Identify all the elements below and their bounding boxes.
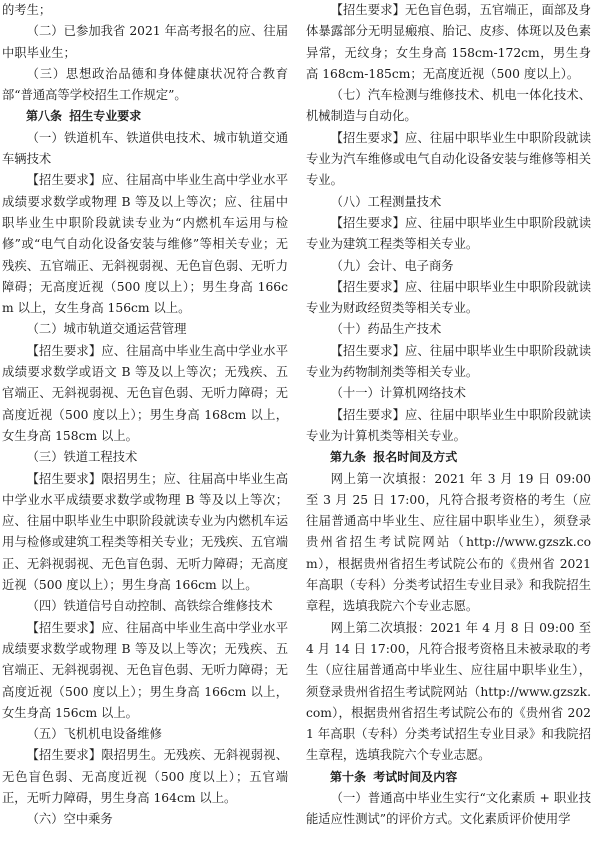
paragraph: 网上第一次填报：2021 年 3 月 19 日 09:00 至 3 月 25 日 17:00，凡符合报考资格的考生（应往届普通高中毕业生、应往届中职毕业生），须登录贵州省招生考试院网站（http://www.gzszk.com），根据贵州省招生考试院公布的《贵州省 2021 年高职（专科）分类考试招生专业目录》和我院招生章程，选填我院六个专业志愿。 <box>306 471 591 614</box>
paragraph: 【招生要求】应、往届中职毕业生中职阶段就读专业为药物制剂类等相关专业。 <box>306 343 591 380</box>
paragraph: （三）铁道工程技术 <box>26 450 138 465</box>
paragraph: 【招生要求】限招男生。无残疾、无斜视弱视、无色盲色弱、无高度近视（500 度以上）；五官端正，无听力障碍，男生身高 164cm 以上。 <box>2 748 288 805</box>
paragraph: 【招生要求】应、往届高中毕业生高中学业水平成绩要求数学或物理 B 等及以上等次；应、往届中职毕业生中职阶段就读专业为“内燃机车运用与检修”或“电气自动化设备安装与维修”等相关专业；无残疾、五官端正、无斜视弱视、无色盲色弱、无听力障碍；无高度近视（500 度以上）；男生身高 166cm 以上，女生身高 156cm 以上。 <box>2 173 288 316</box>
paragraph: 【招生要求】应、往届高中毕业生高中学业水平成绩要求数学或物理 B 等及以上等次；无残疾、五官端正、无斜视弱视、无色盲色弱、无听力障碍；无高度近视（500 度以上）；男生身高 166cm 以上，女生身高 156cm 以上。 <box>2 620 288 720</box>
article-title: 报名时间及方式 <box>373 450 458 465</box>
paragraph: （六）空中乘务 <box>26 812 113 827</box>
paragraph: （二）已参加我省 2021 年高考报名的应、往届中职毕业生； <box>2 24 288 60</box>
paragraph: 【招生要求】应、往届中职毕业生中职阶段就读专业为汽车维修或电气自动化设备安装与维修等相关专业。 <box>306 130 591 188</box>
article-title: 考试时间及内容 <box>373 769 458 784</box>
article-heading <box>2 106 288 127</box>
paragraph: 【招生要求】应、往届中职毕业生中职阶段就读专业为财政经贸类等相关专业。 <box>306 279 591 316</box>
paragraph: （五）飞机机电设备维修 <box>26 727 162 742</box>
article-number: 第八条 <box>26 109 63 124</box>
paragraph: 的考生； <box>2 3 52 17</box>
paragraph: 【招生要求】无色盲色弱，五官端正，面部及身体暴露部分无明显瘢痕、胎记、皮疹、体斑以及色素异常，无纹身；女生身高 158cm-172cm，男生身高 168cm-185cm；无高度近视（500 度以上）。 <box>306 3 591 81</box>
paragraph: 网上第二次填报：2021 年 4 月 8 日 09:00 至 4 月 14 日 17:00，凡符合报考资格且未被录取的考生（应往届普通高中毕业生、应往届中职毕业生），须登录贵州省招生考试院网站（http://www.gzszk.com），根据贵州省招生考试院公布的《贵州省 2021 年高职（专科）分类考试招生专业目录》和我院招生章程，选填我院六个专业志愿。 <box>306 620 591 763</box>
paragraph: 【招生要求】应、往届中职毕业生中职阶段就读专业为建筑工程类等相关专业。 <box>306 215 591 252</box>
paragraph: （八）工程测量技术 <box>330 194 442 209</box>
paragraph: 【招生要求】应、往届高中毕业生高中学业水平成绩要求数学或语文 B 等及以上等次；无残疾、五官端正、无斜视弱视、无色盲色弱、无听力障碍；无高度近视（500 度以上）；男生身高 168cm 以上，女生身高 158cm 以上。 <box>2 343 288 443</box>
paragraph: （九）会计、电子商务 <box>330 258 454 273</box>
article-title: 招生专业要求 <box>69 109 142 124</box>
paragraph: （十一）计算机网络技术 <box>330 386 466 401</box>
paragraph: （一）铁道机车、铁道供电技术、城市轨道交通车辆技术 <box>2 130 288 167</box>
article-heading <box>306 767 591 788</box>
paragraph: 【招生要求】应、往届中职毕业生中职阶段就读专业为计算机类等相关专业。 <box>306 407 591 443</box>
article-heading <box>306 447 591 468</box>
paragraph: （一）普通高中毕业生实行“文化素质 + 职业技能适应性测试”的评价方式。文化素质评价使用学 <box>306 790 591 827</box>
paragraph: （四）铁道信号自动控制、高铁综合维修技术 <box>26 599 273 614</box>
article-number: 第九条 <box>330 450 367 465</box>
right-column <box>306 0 591 831</box>
paragraph: （三）思想政治品德和身体健康状况符合教育部“普通高等学校招生工作规定”。 <box>2 66 288 103</box>
paragraph: 【招生要求】限招男生；应、往届高中毕业生高中学业水平成绩要求数学或物理 B 等及以上等次；应、往届中职毕业生中职阶段就读专业为内燃机车运用与检修或建筑工程类等相关专业；无残疾、五官端正、无斜视弱视、无色盲色弱、无听力障碍；无高度近视（500 度以上）；男生身高 166cm 以上。 <box>2 471 288 593</box>
paragraph: （二）城市轨道交通运营管理 <box>26 322 187 337</box>
paragraph: （十）药品生产技术 <box>330 322 442 337</box>
article-number: 第十条 <box>330 769 367 784</box>
left-column <box>2 0 288 831</box>
paragraph: （七）汽车检测与维修技术、机电一体化技术、机械制造与自动化。 <box>306 88 591 124</box>
